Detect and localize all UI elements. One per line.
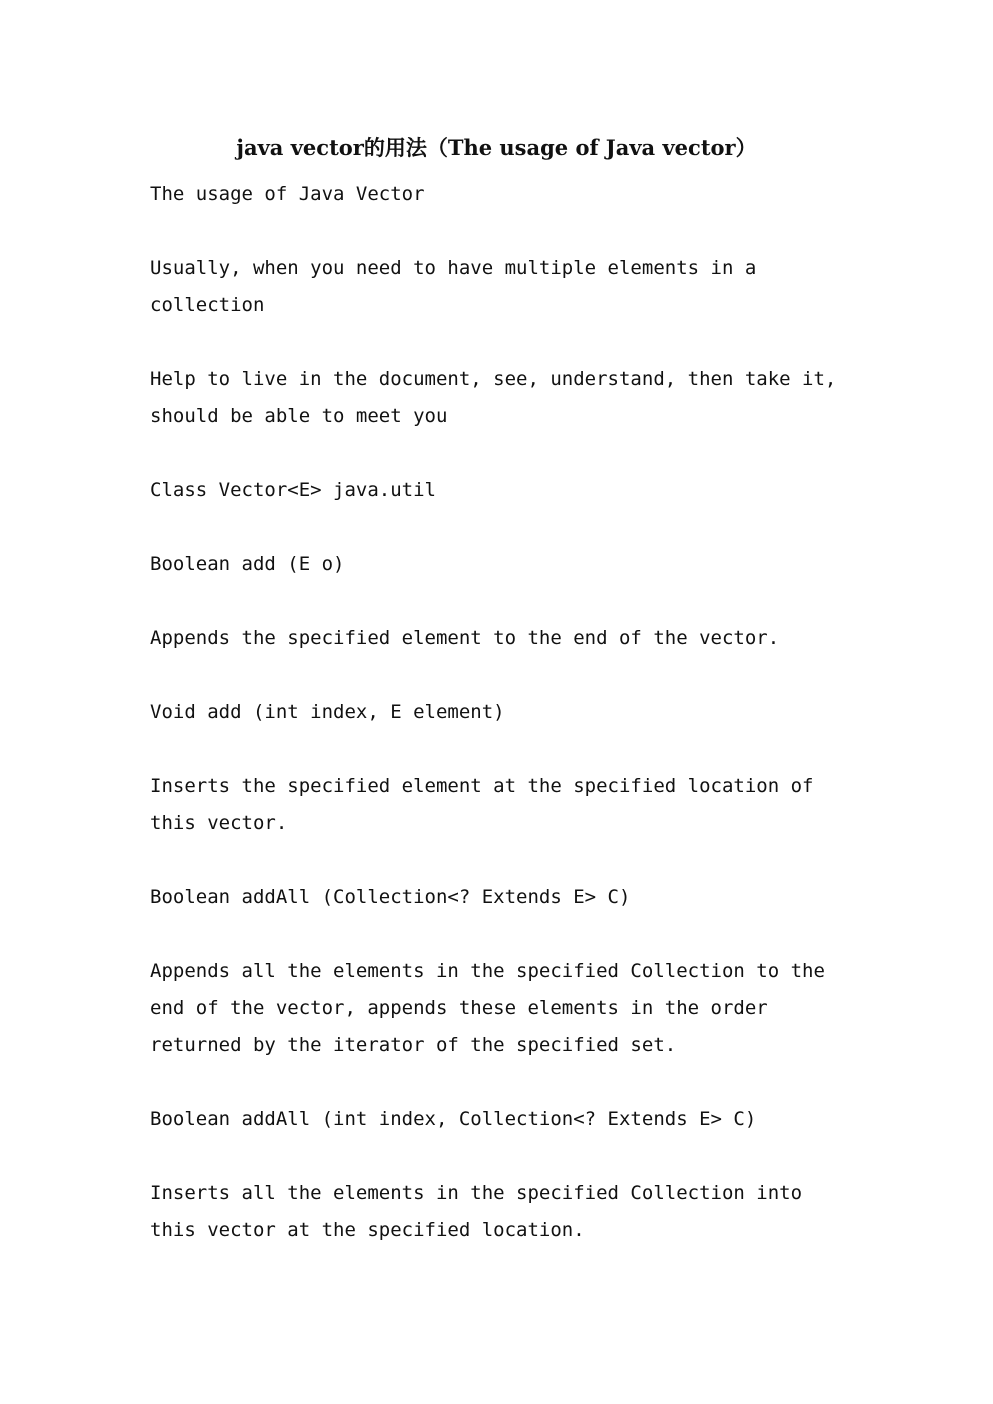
paragraph: Void add (int index, E element) <box>150 701 505 723</box>
paragraph: Help to live in the document, see, understand, then take it, should be able to meet you <box>150 368 837 427</box>
paragraph: Usually, when you need to have multiple elements in a collection <box>150 257 757 316</box>
document-title: java vector的用法（The usage of Java vector） <box>236 135 757 160</box>
paragraph: Boolean add (E o) <box>150 553 345 575</box>
paragraph: Boolean addAll (int index, Collection<? Extends E> C) <box>150 1108 757 1130</box>
paragraph: Appends the specified element to the end of the vector. <box>150 627 780 649</box>
paragraph: Boolean addAll (Collection<? Extends E> C) <box>150 886 631 908</box>
paragraph: Inserts the specified element at the specified location of this vector. <box>150 775 814 834</box>
document-body <box>150 176 870 1286</box>
paragraph: Class Vector<E> java.util <box>150 479 436 501</box>
paragraph: Appends all the elements in the specified Collection to the end of the vector, appends these elements in the order returned by the iterator of the specified set. <box>150 960 825 1056</box>
paragraph: Inserts all the elements in the specified Collection into this vector at the specified location. <box>150 1182 803 1241</box>
paragraph: The usage of Java Vector <box>150 183 425 205</box>
